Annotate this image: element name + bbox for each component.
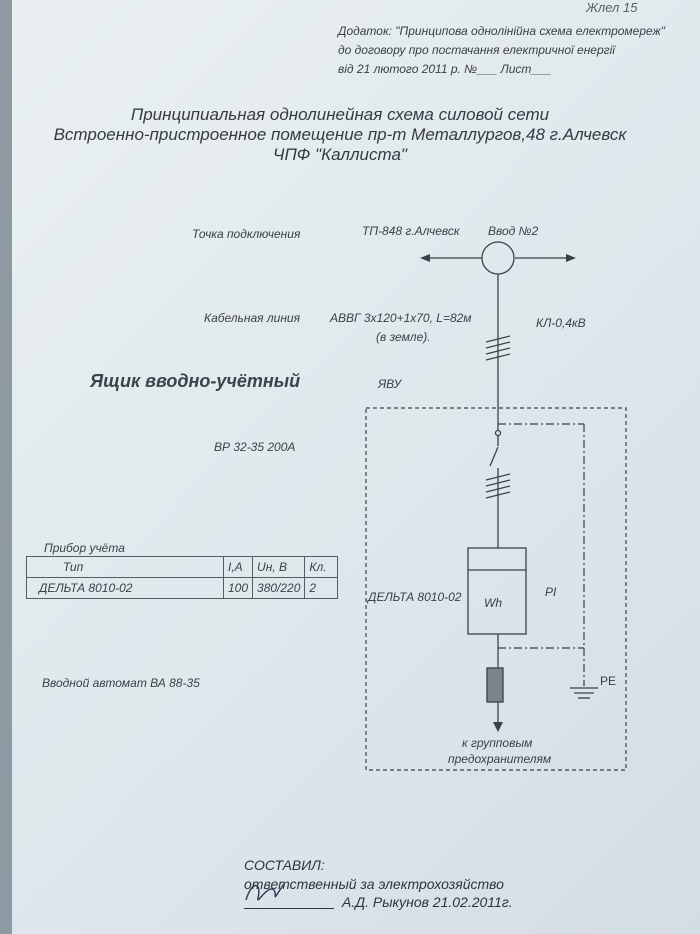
substation-label: ТП-848 г.Алчевск [362, 224, 460, 238]
input-label: Ввод №2 [488, 224, 539, 238]
box-title: Ящик вводно-учётный [90, 371, 301, 391]
cable-spec: АВВГ 3х120+1х70, L=82м [330, 311, 472, 325]
table-header-cell: Uн, В [253, 557, 305, 578]
title-line-1: Принципиальная однолинейная схема силовой сети [130, 105, 550, 124]
corner-annotation: Жлел 15 [586, 0, 638, 15]
title-line-2: Встроенно-пристроенное помещение пр-т Металлургов,48 г.Алчевск [53, 125, 627, 144]
breaker-label: Вводной автомат ВА 88-35 [42, 676, 200, 690]
table-header-cell: Тип [27, 557, 224, 578]
signatory-name: А.Д. Рыкунов 21.02.2011г. [342, 894, 513, 910]
connection-point-label: Точка подключения [192, 227, 301, 241]
table-cell: 100 [224, 578, 253, 599]
header-line-2: до договору про постачання електричної енергії [338, 43, 615, 57]
to-fuses-line-1: к групповым [462, 736, 533, 750]
pe-label: PE [600, 674, 617, 688]
header-line-1: Додаток: "Принципова однолінійна схема електромереж" [338, 24, 666, 38]
switch-label: ВР 32-35 200А [214, 440, 296, 454]
composed-label: СОСТАВИЛ: [244, 857, 325, 873]
voltage-label: КЛ-0,4кВ [536, 316, 586, 330]
table-header-cell: I,А [224, 557, 253, 578]
title-line-3: ЧПФ "Каллиста" [273, 145, 407, 164]
meter-name-label: ДЕЛЬТА 8010-02 [368, 590, 462, 604]
table-cell: 380/220 [253, 578, 305, 599]
to-fuses-line-2: предохранителям [448, 752, 552, 766]
wh-label: Wh [484, 596, 502, 610]
table-header-cell: Кл. [305, 557, 338, 578]
yavu-label: ЯВУ [378, 377, 402, 391]
cable-note: (в земле). [376, 330, 431, 344]
cable-line-label: Кабельная линия [204, 311, 300, 325]
pi-label: PI [545, 585, 557, 599]
header-line-3: від 21 лютого 2011 р. №___ Лист___ [338, 62, 552, 76]
table-cell: 2 [305, 578, 338, 599]
responsible-label: ответственный за электрохозяйство [244, 876, 504, 892]
meter-table-caption: Прибор учёта [44, 541, 125, 555]
table-cell: ДЕЛЬТА 8010-02 [27, 578, 224, 599]
